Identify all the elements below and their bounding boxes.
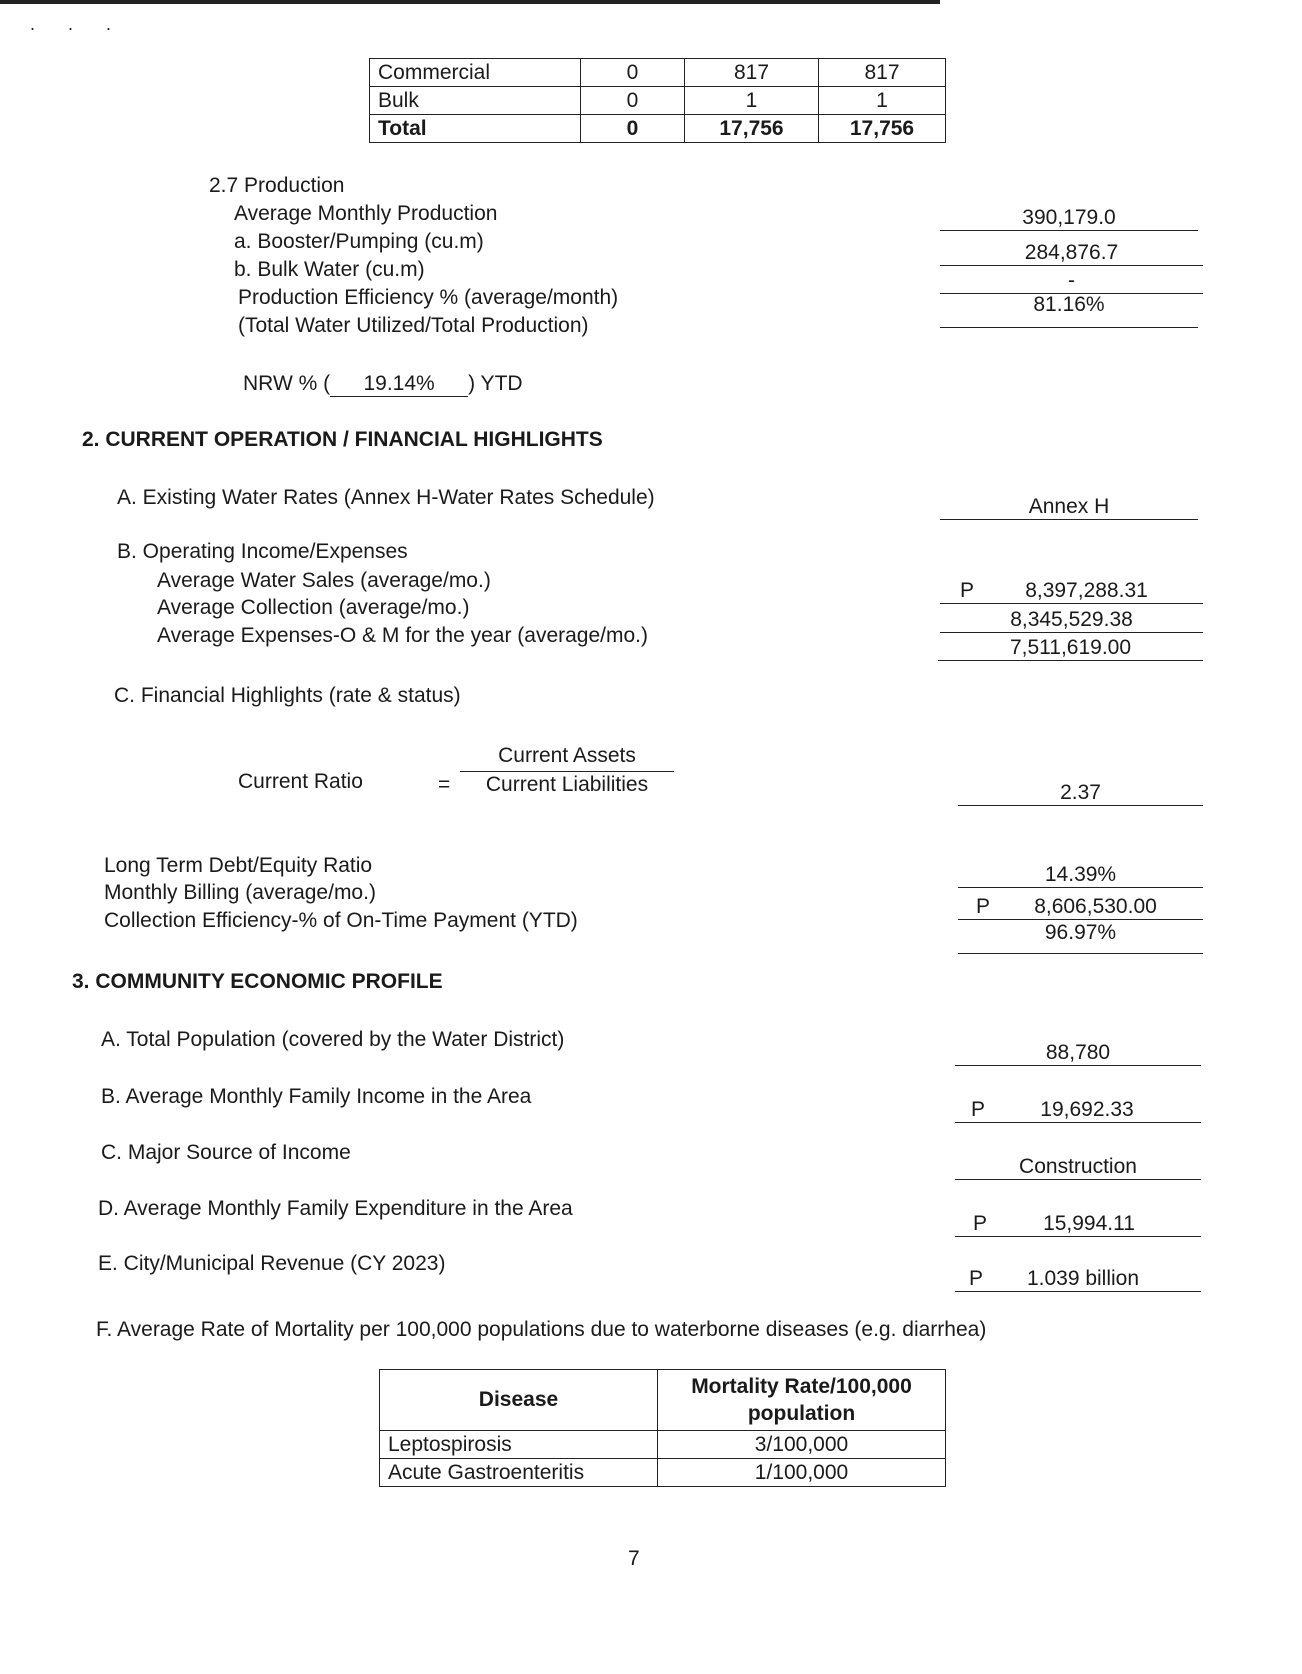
efficiency-note: (Total Water Utilized/Total Production) [238, 314, 589, 337]
population-label: A. Total Population (covered by the Water District) [101, 1028, 565, 1051]
financial-highlights-label: C. Financial Highlights (rate & status) [114, 684, 461, 707]
rate-cell: 1/100,000 [658, 1459, 946, 1487]
peso-sign: P [969, 1267, 984, 1290]
section2-heading: 2. CURRENT OPERATION / FINANCIAL HIGHLIGHTS [82, 428, 603, 451]
water-rates-value: Annex H [940, 492, 1198, 520]
municipal-revenue-value: P 1.039 billion [955, 1264, 1201, 1292]
income-source-value: Construction [955, 1152, 1201, 1180]
cell: 17,756 [685, 115, 819, 143]
bulk-value: - [940, 266, 1203, 294]
current-ratio-value: 2.37 [958, 778, 1203, 806]
rate-cell: 3/100,000 [658, 1431, 946, 1459]
top-border-line [0, 0, 940, 4]
cell: 17,756 [819, 115, 946, 143]
nrw-suffix: ) YTD [468, 372, 523, 395]
cell: 1 [685, 87, 819, 115]
mortality-label: F. Average Rate of Mortality per 100,000 populations due to waterborne diseases (e.g. diarrhea) [96, 1318, 987, 1341]
billing-label: Monthly Billing (average/mo.) [104, 881, 376, 904]
connections-table [369, 58, 946, 143]
section3-heading: 3. COMMUNITY ECONOMIC PROFILE [72, 970, 443, 993]
avg-monthly-value: 390,179.0 [940, 203, 1198, 231]
table-row [380, 1431, 946, 1459]
peso-sign: P [973, 1212, 988, 1235]
row-label: Bulk [370, 87, 581, 115]
family-expenditure-value: P 15,994.11 [955, 1209, 1201, 1237]
municipal-revenue-label: E. City/Municipal Revenue (CY 2023) [98, 1252, 446, 1275]
production-heading: 2.7 Production [209, 174, 345, 197]
debt-equity-value: 14.39% [958, 860, 1203, 888]
expenses-label: Average Expenses-O & M for the year (average/mo.) [157, 624, 648, 647]
fraction-bar [460, 771, 674, 772]
bulk-label: b. Bulk Water (cu.m) [234, 258, 425, 281]
cell: 0 [581, 59, 685, 87]
collection-efficiency-label: Collection Efficiency-% of On-Time Payment (YTD) [104, 909, 578, 932]
table-row [370, 115, 946, 143]
water-sales-label: Average Water Sales (average/mo.) [157, 569, 491, 592]
scan-specks: . . . [30, 14, 126, 34]
mortality-table [379, 1369, 946, 1487]
efficiency-label: Production Efficiency % (average/month) [238, 286, 619, 309]
peso-sign: P [960, 579, 975, 602]
debt-equity-label: Long Term Debt/Equity Ratio [104, 854, 373, 877]
disease-cell: Acute Gastroenteritis [380, 1459, 658, 1487]
equals-sign: = [438, 773, 451, 796]
numerator: Current Assets [498, 744, 636, 767]
nrw-prefix: NRW % ( [243, 372, 331, 395]
collection-value: 8,345,529.38 [940, 605, 1203, 633]
row-label: Commercial [370, 59, 581, 87]
row-label: Total [370, 115, 581, 143]
population-value: 88,780 [955, 1038, 1201, 1066]
family-expenditure-label: D. Average Monthly Family Expenditure in the Area [98, 1197, 573, 1220]
family-income-value: P 19,692.33 [955, 1095, 1201, 1123]
cell: 0 [581, 115, 685, 143]
table-row [380, 1459, 946, 1487]
income-source-label: C. Major Source of Income [101, 1141, 351, 1164]
table-header-row [380, 1370, 946, 1431]
current-ratio-label: Current Ratio [238, 770, 363, 793]
table-row [370, 59, 946, 87]
collection-efficiency-value: 96.97% [958, 920, 1203, 954]
cell: 817 [685, 59, 819, 87]
booster-label: a. Booster/Pumping (cu.m) [234, 230, 484, 253]
water-rates-label: A. Existing Water Rates (Annex H-Water Rates Schedule) [117, 486, 655, 509]
cell: 1 [819, 87, 946, 115]
booster-value: 284,876.7 [940, 238, 1203, 266]
family-income-label: B. Average Monthly Family Income in the Area [101, 1085, 532, 1108]
expenses-value: 7,511,619.00 [938, 633, 1203, 661]
header-disease: Disease [380, 1370, 658, 1431]
disease-cell: Leptospirosis [380, 1431, 658, 1459]
header-rate: Mortality Rate/100,000 population [658, 1370, 946, 1431]
billing-value: P 8,606,530.00 [958, 892, 1203, 920]
water-sales-value: P 8,397,288.31 [940, 576, 1203, 604]
peso-sign: P [976, 895, 991, 918]
avg-monthly-label: Average Monthly Production [234, 202, 498, 225]
cell: 817 [819, 59, 946, 87]
table-row [370, 87, 946, 115]
operating-label: B. Operating Income/Expenses [117, 540, 408, 563]
nrw-line [243, 372, 523, 397]
efficiency-value: 81.16% [940, 294, 1198, 328]
page-number: 7 [628, 1547, 640, 1570]
collection-label: Average Collection (average/mo.) [157, 596, 470, 619]
peso-sign: P [971, 1098, 986, 1121]
nrw-value: 19.14% [330, 372, 468, 397]
cell: 0 [581, 87, 685, 115]
denominator: Current Liabilities [485, 773, 649, 796]
